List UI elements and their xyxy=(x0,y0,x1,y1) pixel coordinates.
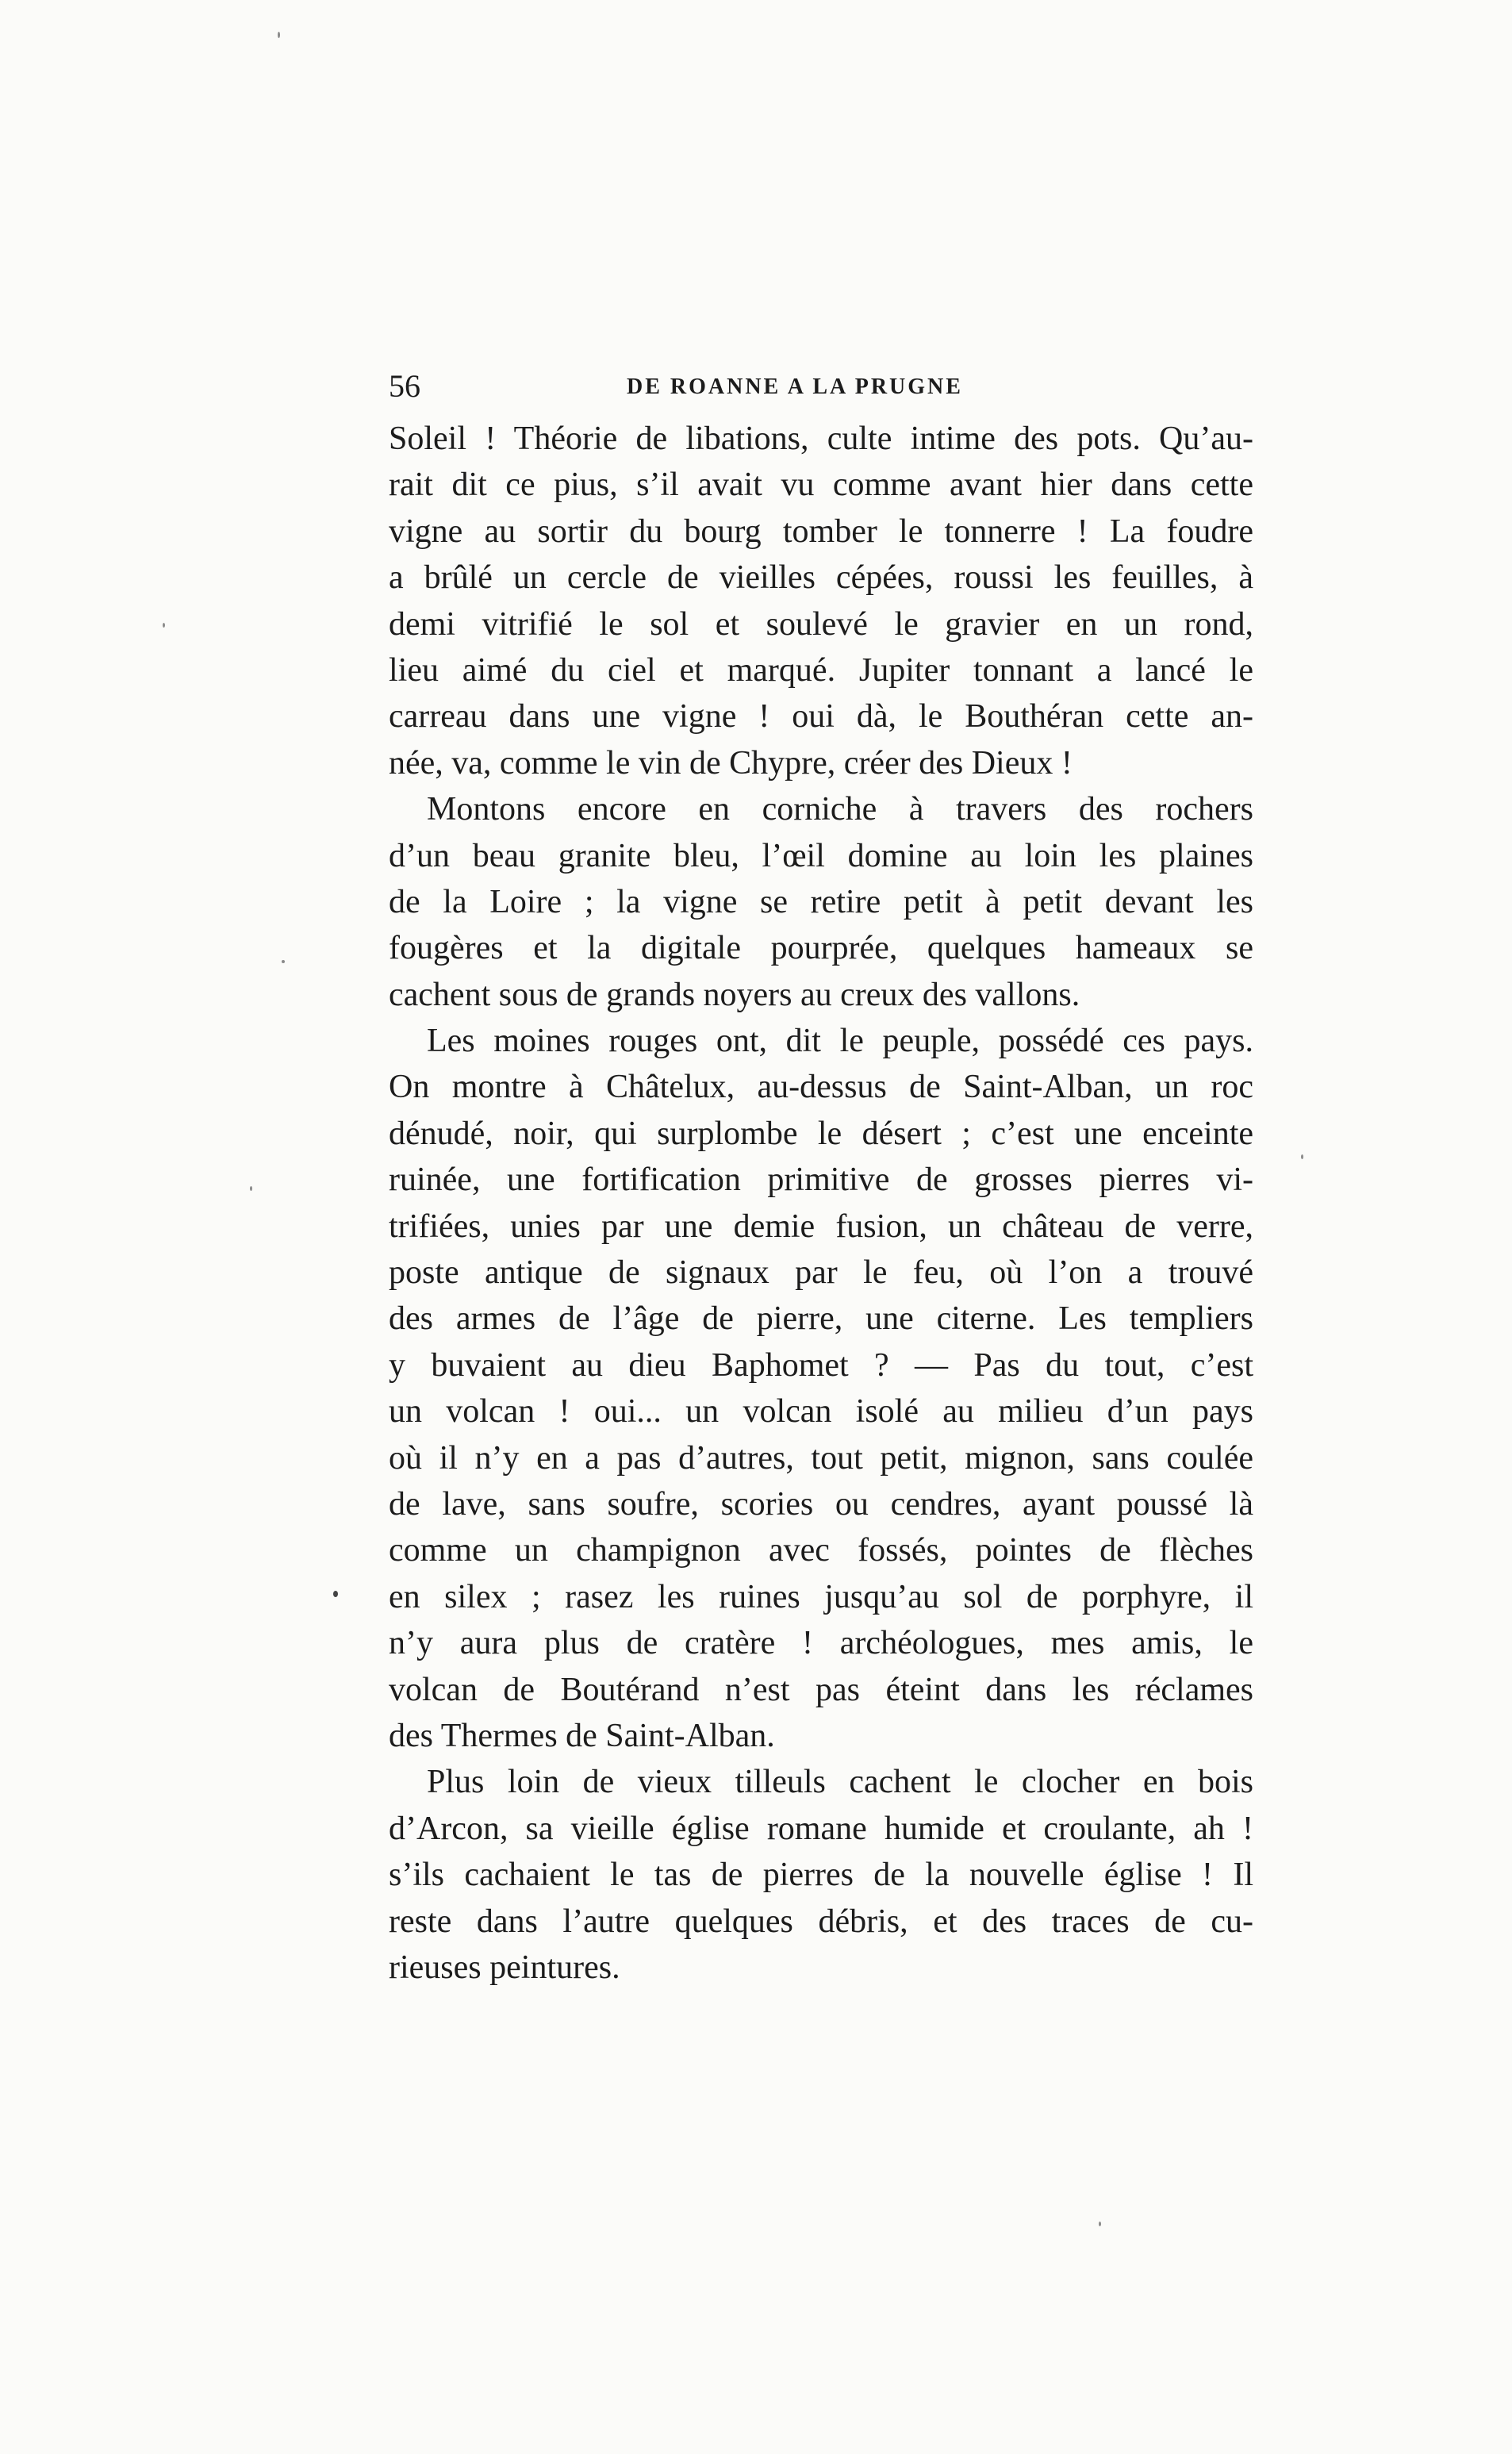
text-line: des armes de l’âge de pierre, une citerne. Les templiers xyxy=(389,1300,1253,1338)
text-line: où il n’y en a pas d’autres, tout petit, mignon, sans coulée xyxy=(389,1439,1253,1477)
running-title: DE ROANNE A LA PRUGNE xyxy=(627,374,963,399)
text-line: fougères et la digitale pourprée, quelques hameaux se xyxy=(389,930,1253,967)
scan-speck xyxy=(278,32,280,38)
text-line: née, va, comme le vin de Chypre, créer des Dieux ! xyxy=(389,744,1073,782)
text-line: cachent sous de grands noyers au creux des vallons. xyxy=(389,976,1080,1013)
scan-speck xyxy=(333,1591,338,1597)
text-line: rieuses peintures. xyxy=(389,1949,620,1986)
text-line: demi vitrifié le sol et soulevé le gravier en un rond, xyxy=(389,605,1253,643)
scan-speck xyxy=(163,623,165,628)
text-line: Plus loin de vieux tilleuls cachent le clocher en bois xyxy=(427,1764,1253,1801)
text-line: un volcan ! oui... un volcan isolé au milieu d’un pays xyxy=(389,1393,1253,1431)
text-line: comme un champignon avec fossés, pointes de flèches xyxy=(389,1532,1253,1569)
text-line: poste antique de signaux par le feu, où l’on a trouvé xyxy=(389,1254,1253,1292)
text-line: dénudé, noir, qui surplombe le désert ; c’est une enceinte xyxy=(389,1115,1253,1152)
text-line: y buvaient au dieu Baphomet ? — Pas du tout, c’est xyxy=(389,1346,1253,1384)
text-line: s’ils cachaient le tas de pierres de la nouvelle église ! Il xyxy=(389,1857,1253,1894)
text-line: de lave, sans soufre, scories ou cendres, ayant poussé là xyxy=(389,1485,1253,1523)
page-number: 56 xyxy=(389,368,420,404)
text-line: vigne au sortir du bourg tomber le tonnerre ! La foudre xyxy=(389,513,1253,550)
scan-speck xyxy=(1301,1154,1303,1159)
text-line: n’y aura plus de cratère ! archéologues, mes amis, le xyxy=(389,1625,1253,1662)
text-line: lieu aimé du ciel et marqué. Jupiter tonnant a lancé le xyxy=(389,651,1253,689)
running-head xyxy=(389,367,992,406)
text-line: trifiées, unies par une demie fusion, un château de verre, xyxy=(389,1208,1253,1245)
text-line: On montre à Châtelux, au-dessus de Saint-Alban, un roc xyxy=(389,1069,1253,1106)
text-line: de la Loire ; la vigne se retire petit à petit devant les xyxy=(389,883,1253,920)
text-line: rait dit ce pius, s’il avait vu comme avant hier dans cette xyxy=(389,467,1253,504)
scan-speck xyxy=(250,1186,252,1191)
text-line: d’Arcon, sa vieille église romane humide et croulante, ah ! xyxy=(389,1810,1253,1847)
text-line: ruinée, une fortification primitive de grosses pierres vi- xyxy=(389,1162,1253,1199)
text-line: Les moines rouges ont, dit le peuple, possédé ces pays. xyxy=(427,1023,1253,1060)
text-line: d’un beau granite bleu, l’œil domine au loin les plaines xyxy=(389,837,1253,874)
text-line: Soleil ! Théorie de libations, culte intime des pots. Qu’au- xyxy=(389,421,1253,457)
scan-speck xyxy=(1099,2222,1101,2226)
text-line: des Thermes de Saint-Alban. xyxy=(389,1717,775,1754)
text-line: volcan de Boutérand n’est pas éteint dans les réclames xyxy=(389,1671,1253,1708)
text-line: en silex ; rasez les ruines jusqu’au sol de porphyre, il xyxy=(389,1578,1253,1615)
scan-speck xyxy=(282,960,285,963)
text-line: Montons encore en corniche à travers des rochers xyxy=(427,791,1253,828)
text-line: a brûlé un cercle de vieilles cépées, roussi les feuilles, à xyxy=(389,559,1253,597)
text-line: reste dans l’autre quelques débris, et des traces de cu- xyxy=(389,1903,1253,1940)
text-line: carreau dans une vigne ! oui dà, le Bouthéran cette an- xyxy=(389,698,1253,735)
body-text xyxy=(389,416,1253,1991)
